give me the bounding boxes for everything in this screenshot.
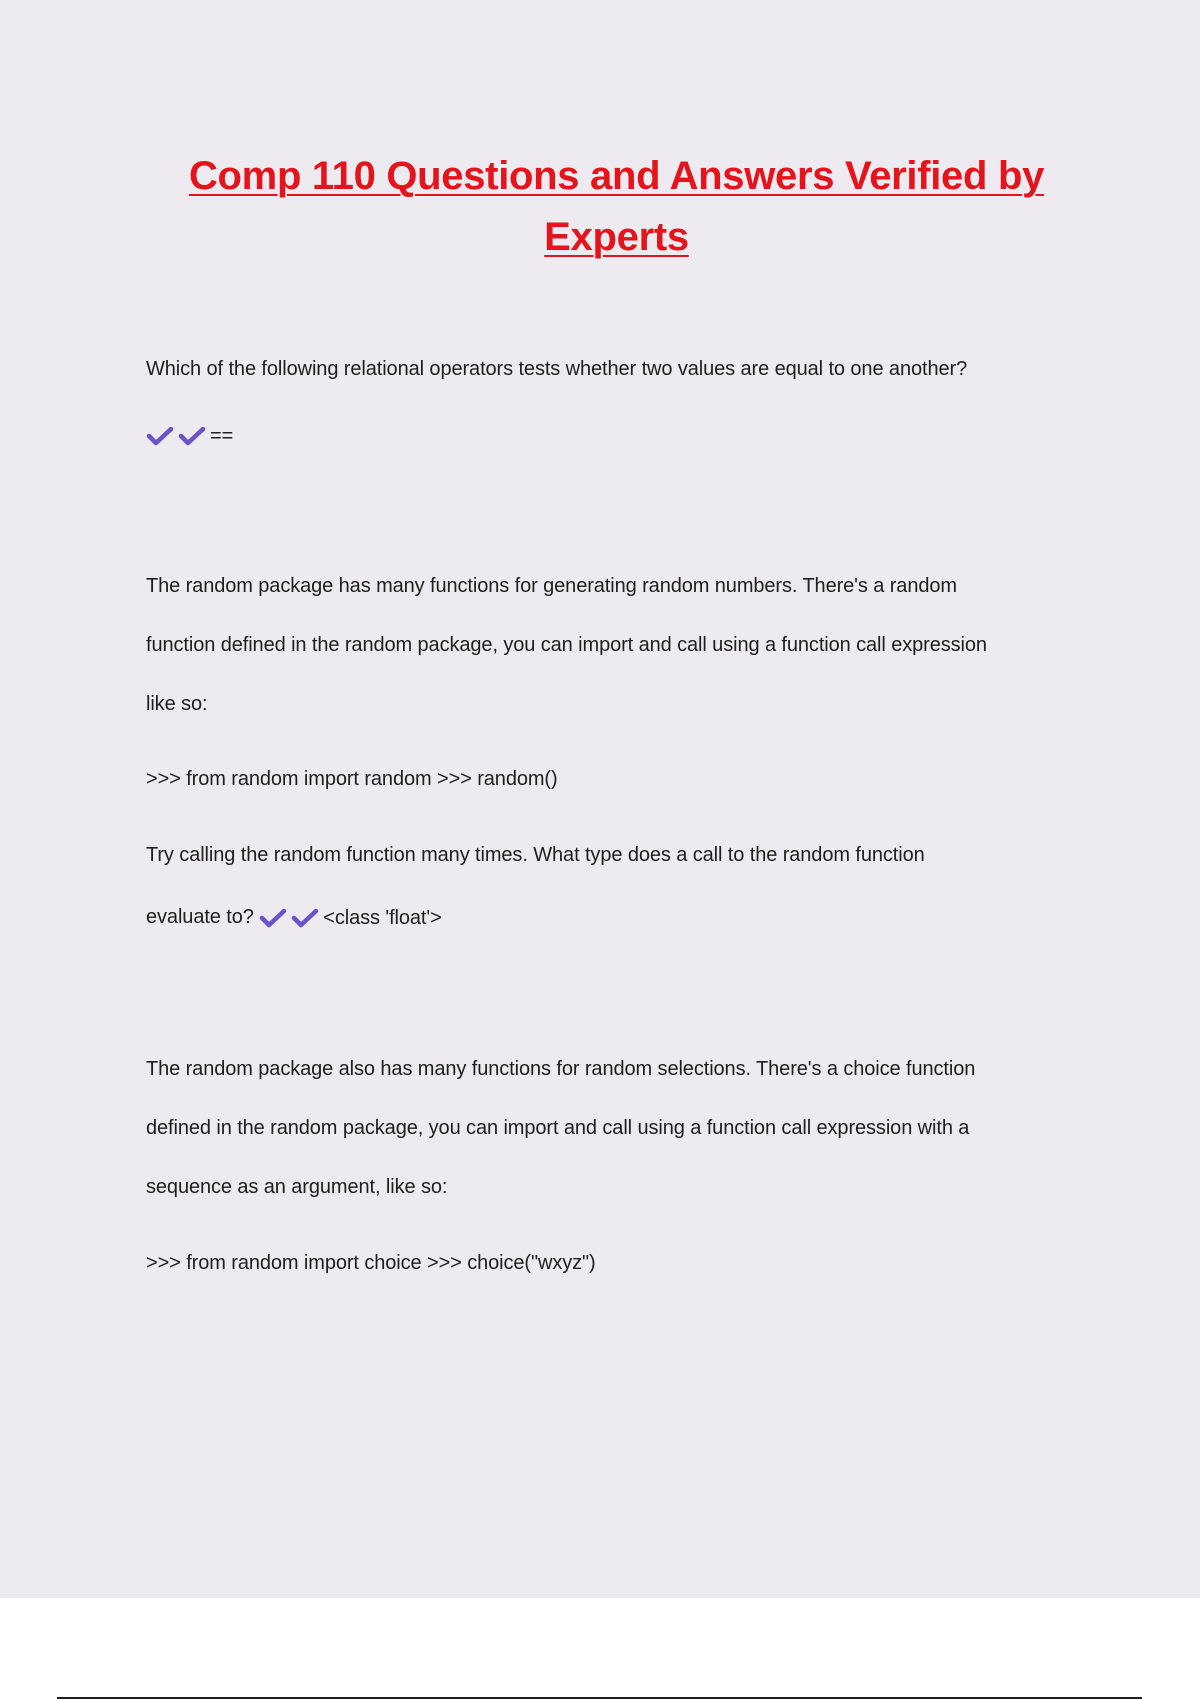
question-1-text: Which of the following relational operators tests whether two values are equal to one another? [146,358,968,380]
question-2-prompt: Try calling the random function many times. What type does a call to the random function [146,844,925,866]
question-2-line-1: The random package has many functions for generating random numbers. There's a random [146,575,957,597]
answer-marker [146,421,233,451]
question-3-line-3: sequence as an argument, like so: [146,1176,448,1198]
page-title [100,146,1133,268]
title-line-2: Experts [544,215,689,259]
footer-divider [57,1697,1142,1699]
question-3-line-1: The random package also has many functions for random selections. There's a choice function [146,1058,976,1080]
check-icon [146,425,174,447]
check-icon [291,907,319,929]
question-1-answer-line [146,420,1106,451]
question-2-answer-line [146,902,1106,933]
question-2-line-2: function defined in the random package, you can import and call using a function call expression [146,634,987,656]
question-2-code: >>> from random import random >>> random() [146,768,558,790]
question-2-answer: <class 'float'> [323,906,442,929]
check-icon [259,907,287,929]
check-icon [178,425,206,447]
question-2-prompt-end: evaluate to? [146,906,254,928]
question-3-line-2: defined in the random package, you can import and call using a function call expression with a [146,1117,970,1139]
question-3-text [146,1040,1106,1217]
title-line-1: Comp 110 Questions and Answers Verified by [188,154,1045,198]
question-2-text [146,557,1106,734]
question-1-answer: == [210,424,234,447]
question-3-code: >>> from random import choice >>> choice("wxyz") [146,1252,596,1274]
answer-marker [259,903,441,933]
question-2-line-3: like so: [146,693,208,715]
